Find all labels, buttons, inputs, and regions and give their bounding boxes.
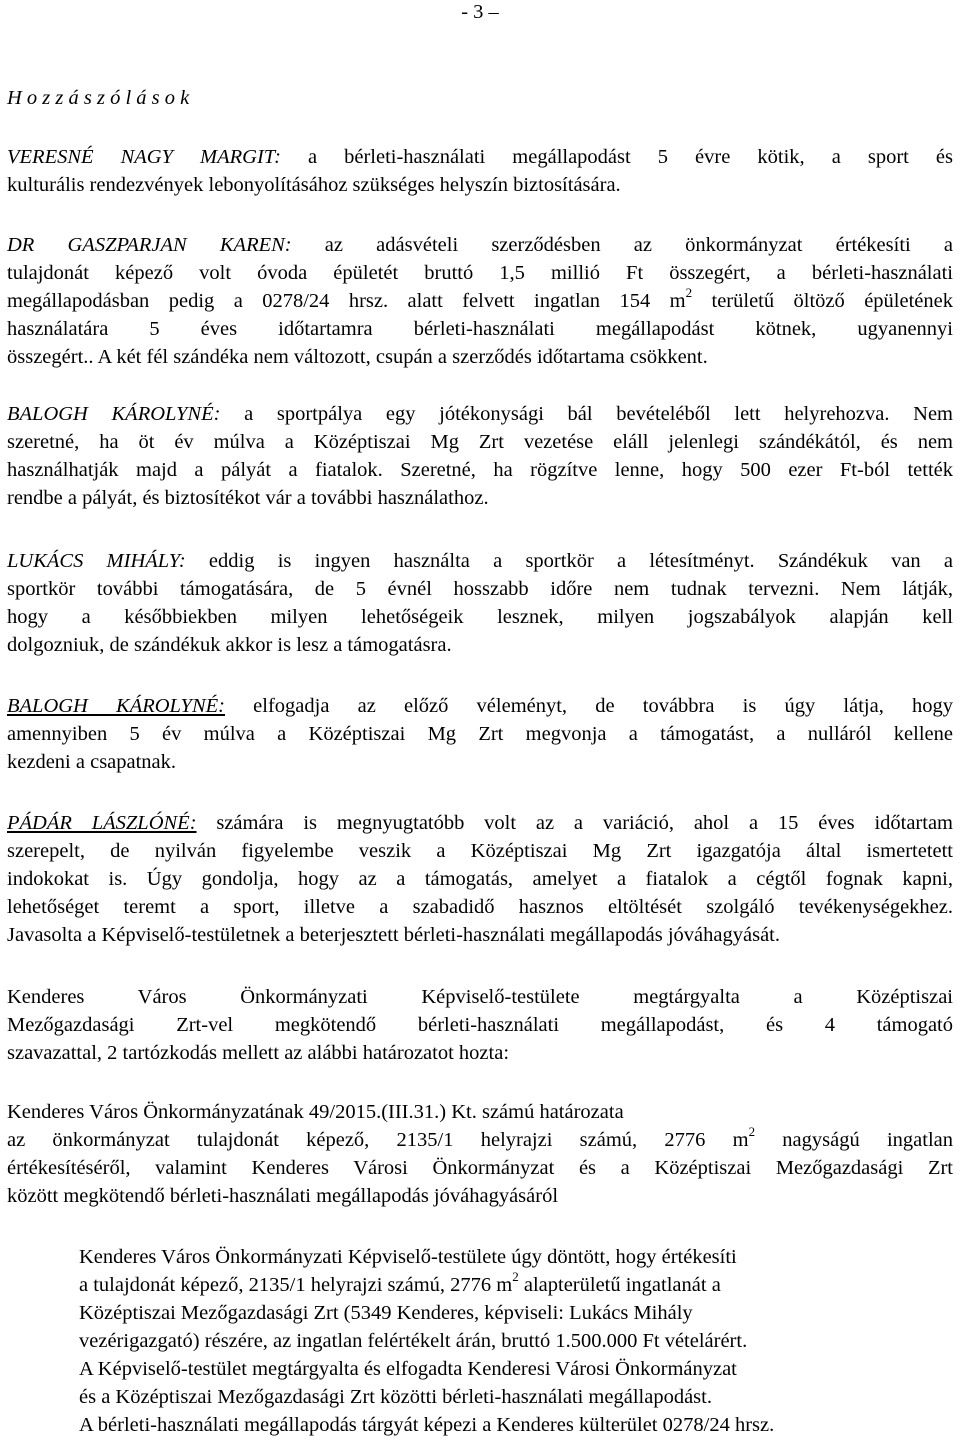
superscript: 2 — [512, 1269, 519, 1285]
comment-padar-laszlone — [7, 809, 953, 949]
page-number: - 3 – — [461, 1, 499, 23]
text-line: Mezőgazdasági Zrt-vel megkötendő bérleti-használati megállapodást, és 4 támogató — [7, 1014, 953, 1036]
text-line: használhatják majd a pályát a fiatalok. Szeretné, ha rögzítve lenne, hogy 500 ezer Ft-ból tették — [7, 459, 953, 481]
text-line: VERESNÉ NAGY MARGIT: a bérleti-használati megállapodást 5 évre kötik, a sport és — [7, 146, 953, 168]
text-line: PÁDÁR LÁSZLÓNÉ: számára is megnyugtatóbb volt az a variáció, ahol a 15 éves időtartam — [7, 812, 953, 834]
comment-balogh-karolyne-2 — [7, 692, 953, 776]
text-line: Javasolta a Képviselő-testületnek a beterjesztett bérleti-használati megállapodás jóváhagyását. — [7, 924, 780, 946]
text-line: lehetőséget teremt a sport, illetve a szabadidő hasznos eltöltését szolgáló tevékenységekhez. — [7, 896, 953, 918]
resolution-body — [79, 1243, 949, 1439]
text-line: értékesítéséről, valamint Kenderes Városi Önkormányzat és a Középtiszai Mezőgazdasági Zrt — [7, 1157, 953, 1179]
speaker-name: BALOGH KÁROLYNÉ: — [7, 403, 221, 425]
comment-veresne-nagy-margit — [7, 143, 953, 199]
text-line: indokokat is. Úgy gondolja, hogy az a támogatás, amelyet a fiatalok a cégtől fognak kapni, — [7, 868, 953, 890]
text-line: Kenderes Város Önkormányzatának 49/2015.(III.31.) Kt. számú határozata — [7, 1101, 624, 1123]
text-line: Kenderes Város Önkormányzati Képviselő-testülete megtárgyalta a Középtiszai — [7, 986, 953, 1008]
text-line: között megkötendő bérleti-használati megállapodás jóváhagyásáról — [7, 1185, 559, 1207]
text-line: A bérleti-használati megállapodás tárgyát képezi a Kenderes külterület 0278/24 hrsz. — [79, 1414, 775, 1436]
text-line: a tulajdonát képező, 2135/1 helyrajzi számú, 2776 $m^2$ alapterületű ingatlanát a — [79, 1269, 721, 1296]
text-line: szerepelt, de nyilván figyelembe veszik a Középtiszai Mg Zrt igazgatója által ismertetett — [7, 840, 953, 862]
speaker-name: BALOGH KÁROLYNÉ: — [7, 695, 225, 717]
text-line: és a Középtiszai Mezőgazdasági Zrt közötti bérleti-használati megállapodást. — [79, 1386, 712, 1408]
text-line: BALOGH KÁROLYNÉ: elfogadja az előző véleményt, de továbbra is úgy látja, hogy — [7, 695, 954, 717]
comment-lukacs-mihaly — [7, 547, 953, 659]
text-line: DR GASZPARJAN KAREN: az adásvételi szerződésben az önkormányzat értékesíti a — [7, 234, 953, 256]
speaker-name: VERESNÉ NAGY MARGIT: — [7, 146, 281, 168]
text-line: tulajdonát képező volt óvoda épületét bruttó 1,5 millió Ft összegért, a bérleti-használati — [7, 262, 953, 284]
text-line: LUKÁCS MIHÁLY: eddig is ingyen használta a sportkör a létesítményt. Szándékuk van a — [7, 550, 953, 572]
text-line: összegért.. A két fél szándéka nem változott, csupán a szerződés időtartama csökkent. — [7, 346, 708, 368]
text-line: szeretné, ha öt év múlva a Középtiszai Mg Zrt vezetése eláll jelenlegi szándékától, és nem — [7, 431, 953, 453]
text-line: kezdeni a csapatnak. — [7, 751, 177, 773]
text-line: kulturális rendezvények lebonyolításához szükséges helyszín biztosítására. — [7, 174, 621, 196]
comment-dr-gaszparjan-karen — [7, 231, 953, 371]
text-line: BALOGH KÁROLYNÉ: a sportpálya egy jótékonysági bál bevételéből lett helyrehozva. Nem — [7, 403, 953, 425]
superscript: 2 — [748, 1124, 756, 1140]
text-line: dolgozniuk, de szándékuk akkor is lesz a támogatásra. — [7, 634, 452, 656]
text-line: rendbe a pályát, és biztosítékot vár a további használathoz. — [7, 487, 489, 509]
resolution-title — [7, 1098, 953, 1210]
text-line: szavazattal, 2 tartózkodás mellett az alábbi határozatot hozta: — [7, 1042, 510, 1064]
text-line: hogy a későbbiekben milyen lehetőségeik lesznek, milyen jogszabályok alapján kell — [7, 606, 953, 628]
superscript: 2 — [685, 285, 693, 301]
section-heading: H o z z á s z ó l á s o k — [7, 87, 190, 109]
text-line: sportkör további támogatására, de 5 évnél hosszabb időre nem tudnak tervezni. Nem látják, — [7, 578, 953, 600]
text-line: amennyiben 5 év múlva a Középtiszai Mg Zrt megvonja a támogatást, a nulláról kellene — [7, 723, 953, 745]
speaker-name: DR GASZPARJAN KAREN: — [7, 234, 292, 256]
speaker-name: LUKÁCS MIHÁLY: — [7, 550, 186, 572]
speaker-name: PÁDÁR LÁSZLÓNÉ: — [7, 812, 197, 834]
text-line: használatára 5 éves időtartamra bérleti-használati megállapodást kötnek, ugyanennyi — [7, 318, 953, 340]
text-line: megállapodásban pedig a 0278/24 hrsz. alatt felvett ingatlan 154 $m^2$ területű öltöző épületének — [7, 285, 953, 312]
text-line: Középtiszai Mezőgazdasági Zrt (5349 Kenderes, képviseli: Lukács Mihály — [79, 1302, 693, 1324]
comment-balogh-karolyne-1 — [7, 400, 953, 512]
text-line: az önkormányzat tulajdonát képező, 2135/1 helyrajzi számú, 2776 $m^2$ nagyságú ingatlan — [7, 1124, 953, 1151]
text-line: Kenderes Város Önkormányzati Képviselő-testülete úgy döntött, hogy értékesíti — [79, 1246, 737, 1268]
text-line: vezérigazgató) részére, az ingatlan felértékelt árán, bruttó 1.500.000 Ft vételárért. — [79, 1330, 748, 1352]
text-line: A Képviselő-testület megtárgyalta és elfogadta Kenderesi Városi Önkormányzat — [79, 1358, 737, 1380]
decision-intro-paragraph — [7, 983, 953, 1067]
